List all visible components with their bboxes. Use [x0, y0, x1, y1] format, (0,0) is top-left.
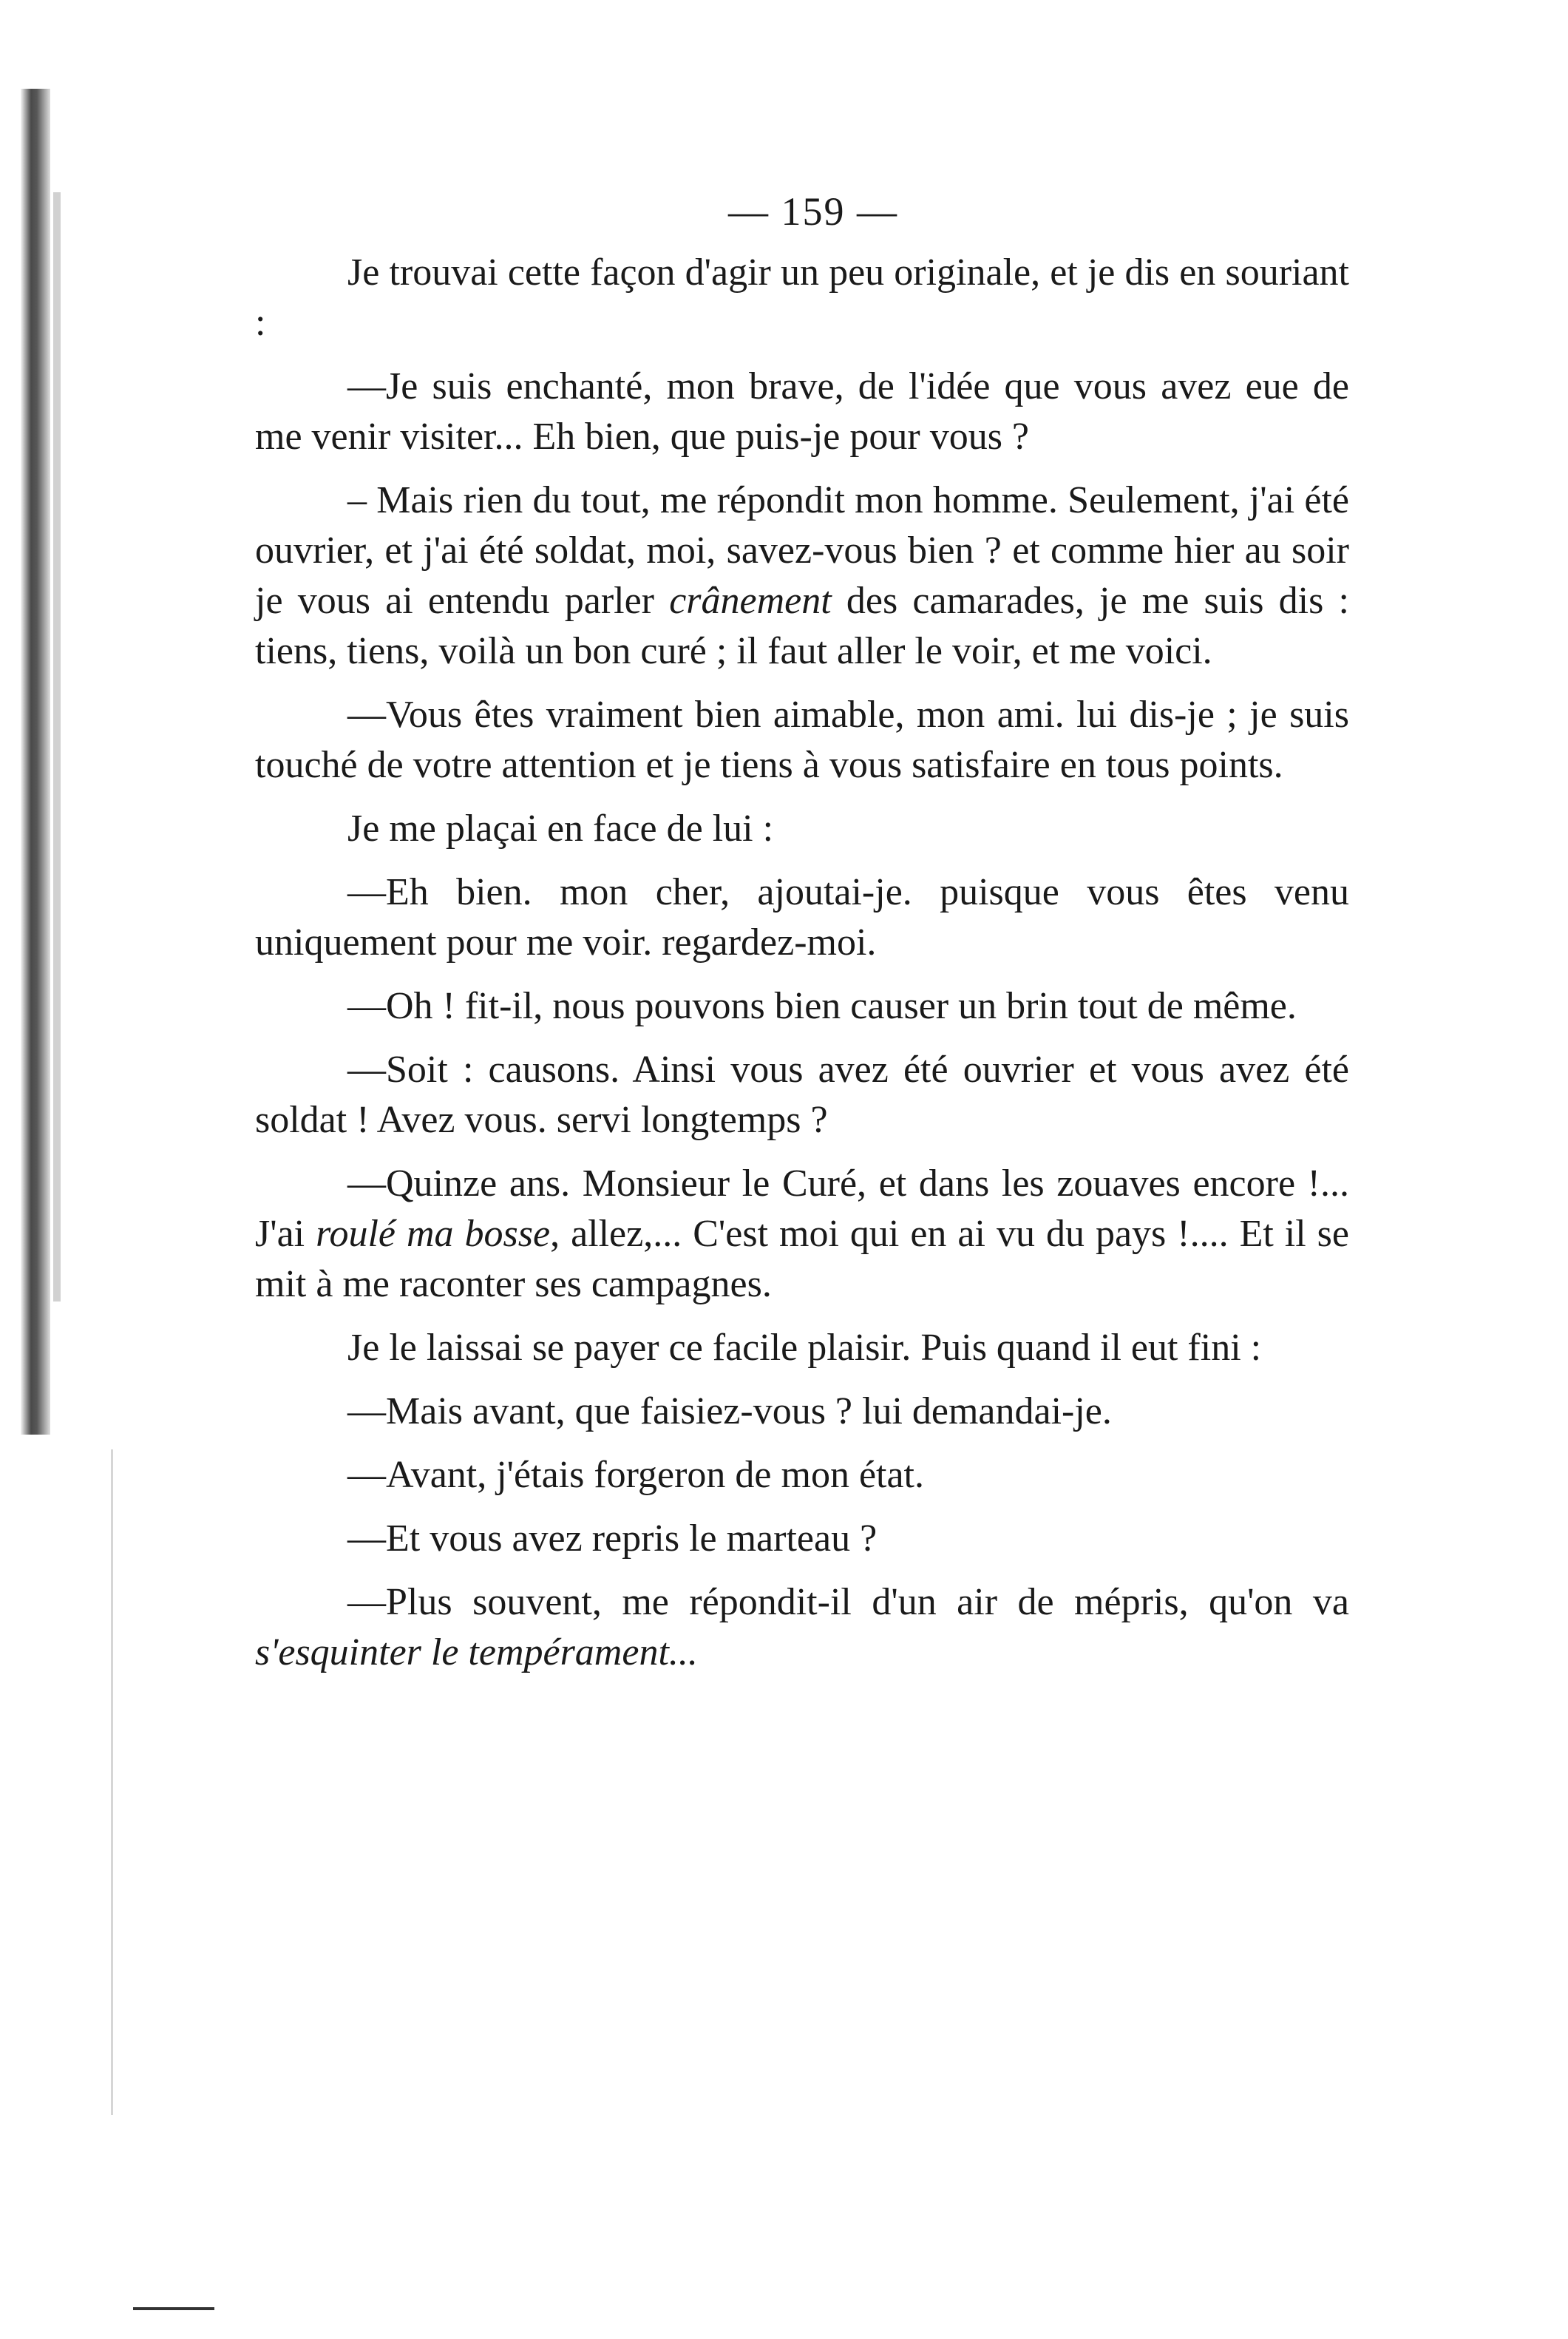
paragraph-p7 [255, 981, 1349, 1032]
binding-shadow-inner [53, 192, 61, 1301]
text-run: —Et vous avez repris le marteau ? [347, 1517, 878, 1560]
paragraph-p1 [255, 248, 1349, 348]
paragraph-p8 [255, 1045, 1349, 1145]
text-run: —Mais avant, que faisiez-vous ? lui demandai-je. [347, 1390, 1112, 1432]
emphasized-text: crânement [669, 580, 832, 622]
footer-rule [133, 2307, 214, 2310]
text-run: —Avant, j'étais forgeron de mon état. [347, 1454, 924, 1496]
text-run: —Quinze ans. Monsieur le Curé, et dans les zouaves encore !... J'ai [255, 1162, 1349, 1255]
text-run: des camarades, je me suis dis : tiens, tiens, voilà un bon curé ; il faut aller le voir, et me voici. [255, 580, 1349, 672]
text-run: —Plus souvent, me répondit-il d'un air de mépris, qu'on va [347, 1581, 1349, 1623]
paragraph-p14 [255, 1577, 1349, 1678]
paragraph-p5 [255, 804, 1349, 854]
text-run: —Oh ! fit-il, nous pouvons bien causer un brin tout de même. [347, 985, 1297, 1027]
paragraph-p3 [255, 475, 1349, 677]
emphasized-text: s'esquinter le tempérament... [255, 1631, 698, 1673]
paragraph-p12 [255, 1450, 1349, 1500]
paragraph-p4 [255, 690, 1349, 791]
body-text [255, 248, 1349, 1688]
paragraph-p11 [255, 1387, 1349, 1437]
page-number: — 159 — [728, 189, 898, 234]
paragraph-p2 [255, 362, 1349, 462]
text-run: —Eh bien. mon cher, ajoutai-je. puisque vous êtes venu uniquement pour me voir. regardez-moi. [255, 871, 1349, 964]
text-run: Je me plaçai en face de lui : [347, 808, 774, 850]
text-run: —Soit : causons. Ainsi vous avez été ouvrier et vous avez été soldat ! Avez vous. servi longtemps ? [255, 1049, 1349, 1141]
emphasized-text: roulé ma bosse [316, 1213, 551, 1255]
paragraph-p6 [255, 867, 1349, 968]
text-run: —Vous êtes vraiment bien aimable, mon ami. lui dis-je ; je suis touché de votre attention et je tiens à vous satisfaire en tous points. [255, 694, 1349, 786]
text-run: – Mais rien du tout, me répondit mon homme. Seulement, j'ai été ouvrier, et j'ai été soldat, moi, savez-vous bien ? et comme hier au soir je vous ai entendu parler [255, 479, 1349, 622]
text-run: , allez,... C'est moi qui en ai vu du pays !.... Et il se mit à me raconter ses campagnes. [255, 1213, 1349, 1305]
paragraph-p10 [255, 1323, 1349, 1373]
margin-mark [111, 1449, 113, 2115]
text-run: —Je suis enchanté, mon brave, de l'idée que vous avez eue de me venir visiter... Eh bien, que puis-je pour vous ? [255, 365, 1349, 458]
paragraph-p9 [255, 1159, 1349, 1310]
text-run: Je le laissai se payer ce facile plaisir. Puis quand il eut fini : [347, 1327, 1262, 1369]
binding-shadow [21, 89, 50, 1435]
text-run: Je trouvai cette façon d'agir un peu originale, et je dis en souriant : [255, 251, 1349, 344]
paragraph-p13 [255, 1514, 1349, 1564]
